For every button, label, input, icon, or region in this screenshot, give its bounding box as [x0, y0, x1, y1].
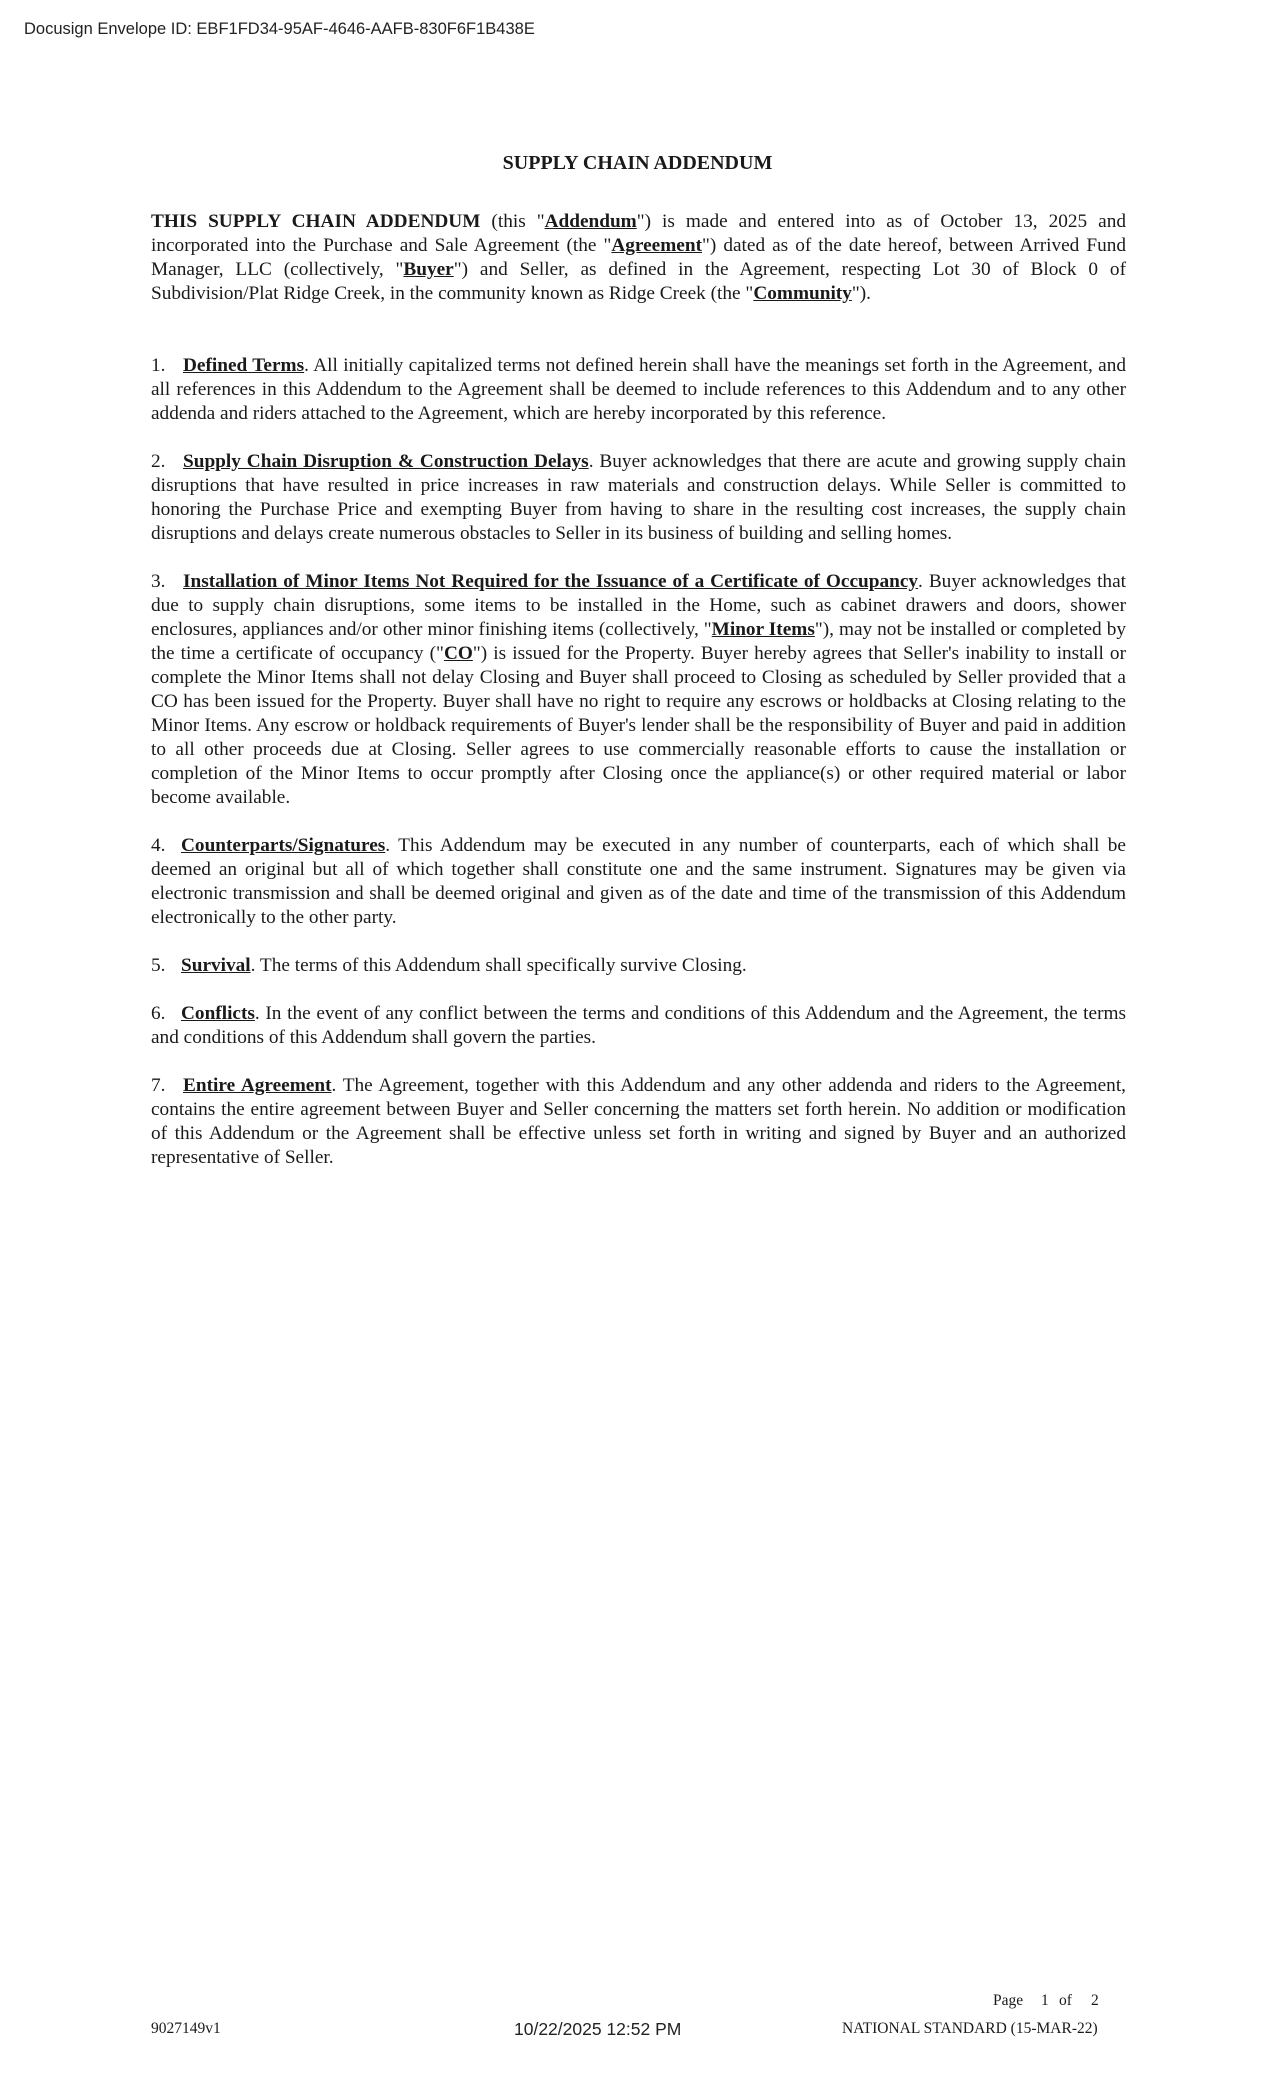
section-minor-items — [151, 570, 1126, 810]
section-number: 5. — [151, 955, 166, 976]
term-co: CO — [443, 643, 473, 664]
document-body — [151, 210, 1126, 1194]
section-heading: Counterparts/Signatures — [181, 835, 386, 856]
section-number: 6. — [151, 1003, 166, 1024]
section-text: . All initially capitalized terms not defined herein shall have the meanings set forth in the Agreement, and all references in this Addendum to the Agreement shall be deemed to include references to this Addendum and to any other addenda and riders attached to the Agreement, which are hereby incorporated by this reference. — [151, 355, 1126, 424]
section-number: 3. — [151, 571, 166, 592]
intro-text-1: (this " — [480, 211, 545, 232]
section-counterparts — [151, 834, 1126, 930]
section-defined-terms — [151, 354, 1126, 426]
intro-lead: THIS SUPPLY CHAIN ADDENDUM — [151, 211, 481, 232]
section-heading: Installation of Minor Items Not Required for the Issuance of a Certificate of Occupancy — [183, 571, 919, 592]
section-number: 4. — [151, 835, 166, 856]
signing-timestamp: 10/22/2025 12:52 PM — [514, 2019, 682, 2039]
intro-paragraph — [151, 210, 1126, 306]
term-buyer: Buyer — [403, 259, 454, 280]
intro-text-3: ") dated as of the date hereof, between Arrived Fund Manager, LLC (collectively, " — [151, 235, 1126, 280]
envelope-id: Docusign Envelope ID: EBF1FD34-95AF-4646-AAFB-830F6F1B438E — [24, 20, 535, 38]
term-community: Community — [753, 283, 852, 304]
section-number: 7. — [151, 1075, 166, 1096]
section-heading: Survival — [181, 955, 251, 976]
section-heading: Conflicts — [181, 1003, 255, 1024]
intro-text-5: "). — [851, 283, 871, 304]
section-text-1: . Buyer acknowledges that due to supply chain disruptions, some items to be installed in the Home, such as cabinet drawers and doors, shower enclosures, appliances and/or other minor finishing items (collectively, " — [151, 571, 1126, 640]
intro-text-2: ") is made and entered into as of October 13, 2025 and incorporated into the Purchase and Sale Agreement (the " — [151, 211, 1126, 256]
page-current: 1 — [1041, 1992, 1049, 2009]
section-heading: Supply Chain Disruption & Construction Delays — [183, 451, 589, 472]
section-text: . In the event of any conflict between the terms and conditions of this Addendum and the Agreement, the terms and conditions of this Addendum shall govern the parties. — [151, 1003, 1126, 1048]
term-minor-items: Minor Items — [711, 619, 815, 640]
page-title: SUPPLY CHAIN ADDENDUM — [502, 152, 773, 174]
section-number: 1. — [151, 355, 166, 376]
section-survival — [151, 954, 1126, 978]
section-text: . The Agreement, together with this Addendum and any other addenda and riders to the Agreement, contains the entire agreement between Buyer and Seller concerning the matters set forth herein. No addition or modification of this Addendum or the Agreement shall be effective unless set forth in writing and signed by Buyer and an authorized representative of Seller. — [151, 1075, 1126, 1168]
section-supply-chain — [151, 450, 1126, 546]
intro-text-4: ") and Seller, as defined in the Agreement, respecting Lot 30 of Block 0 of Subdivision/Plat Ridge Creek, in the community known as Ridge Creek (the " — [151, 259, 1126, 304]
section-number: 2. — [151, 451, 166, 472]
section-heading: Defined Terms — [183, 355, 305, 376]
section-text-2: "), may not be installed or completed by the time a certificate of occupancy (" — [151, 619, 1126, 664]
section-text: . The terms of this Addendum shall specifically survive Closing. — [250, 955, 747, 976]
document-number: 9027149v1 — [151, 2020, 221, 2037]
term-addendum: Addendum — [544, 211, 637, 232]
section-text: . Buyer acknowledges that there are acute and growing supply chain disruptions that have resulted in price increases in raw materials and construction delays. While Seller is committed to honoring the Purchase Price and exempting Buyer from having to share in the resulting cost increases, the supply chain disruptions and delays create numerous obstacles to Seller in its business of building and selling homes. — [151, 451, 1126, 544]
section-text-3: ") is issued for the Property. Buyer hereby agrees that Seller's inability to install or complete the Minor Items shall not delay Closing and Buyer shall proceed to Closing as scheduled by Seller provided that a CO has been issued for the Property. Buyer shall have no right to require any escrows or holdbacks at Closing relating to the Minor Items. Any escrow or holdback requirements of Buyer's lender shall be the responsibility of Buyer and paid in addition to all other proceeds due at Closing. Seller agrees to use commercially reasonable efforts to cause the installation or completion of the Minor Items to occur promptly after Closing once the appliance(s) or other required material or labor become available. — [151, 643, 1126, 808]
page-indicator — [993, 1992, 1099, 2010]
page-total: 2 — [1091, 1992, 1099, 2009]
page-word: Page — [993, 1992, 1024, 2009]
section-entire-agreement — [151, 1074, 1126, 1170]
section-text: . This Addendum may be executed in any number of counterparts, each of which shall be deemed an original but all of which together shall constitute one and the same instrument. Signatures may be given via electronic transmission and shall be deemed original and given as of the date and time of the transmission of this Addendum electronically to the other party. — [151, 835, 1126, 928]
form-standard: NATIONAL STANDARD (15-MAR-22) — [842, 2020, 1098, 2037]
page-of: of — [1059, 1992, 1072, 2009]
section-heading: Entire Agreement — [183, 1075, 332, 1096]
term-agreement: Agreement — [611, 235, 702, 256]
section-conflicts — [151, 1002, 1126, 1050]
